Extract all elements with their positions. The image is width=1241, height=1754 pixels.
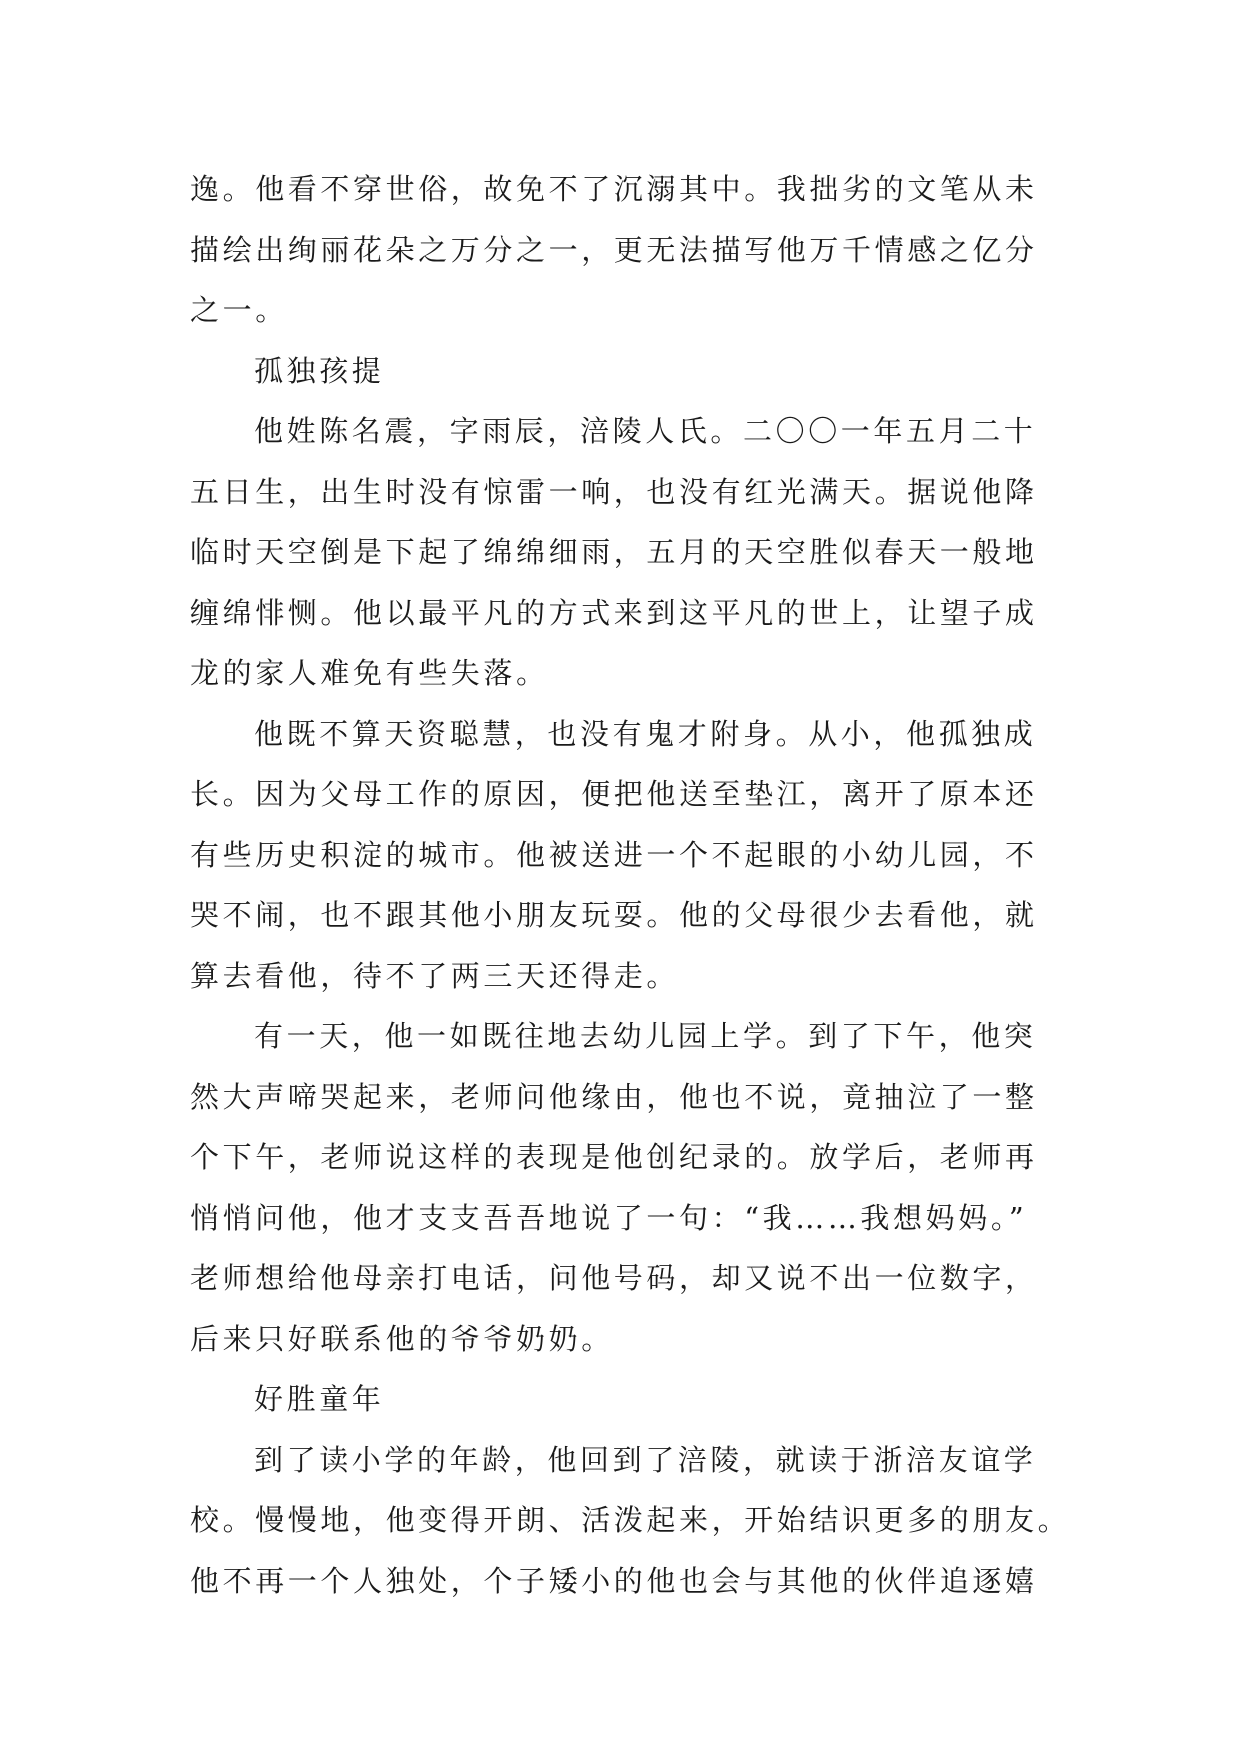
text-line: 老师想给他母亲打电话，问他号码，却又说不出一位数字， (190, 1261, 1038, 1295)
text-line: 逸。他看不穿世俗，故免不了沉溺其中。我拙劣的文笔从未 (190, 172, 1038, 206)
text-line: 描绘出绚丽花朵之万分之一，更无法描写他万千情感之亿分 (190, 232, 1038, 267)
text-line: 后来只好联系他的爷爷奶奶。 (190, 1321, 614, 1356)
text-line: 校。慢慢地，他变得开朗、活泼起来，开始结识更多的朋友。 (190, 1503, 1071, 1537)
text-line: 有些历史积淀的城市。他被送进一个不起眼的小幼儿园，不 (190, 837, 1038, 872)
body-text (190, 159, 1071, 1611)
text-line: 龙的家人难免有些失落。 (190, 656, 549, 690)
text-line: 他既不算天资聪慧，也没有鬼才附身。从小，他孤独成 (254, 716, 1037, 751)
text-line: 五日生，出生时没有惊雷一响，也没有红光满天。据说他降 (190, 474, 1038, 509)
text-line: 算去看他，待不了两三天还得走。 (190, 958, 680, 993)
text-line: 他姓陈名震，字雨辰，涪陵人氏。二〇〇一年五月二十 (254, 414, 1037, 448)
text-line: 他不再一个人独处，个子矮小的他也会与其他的伙伴追逐嬉 (190, 1563, 1038, 1598)
text-line: 长。因为父母工作的原因，便把他送至垫江，离开了原本还 (190, 777, 1038, 811)
text-line: 个下午，老师说这样的表现是他创纪录的。放学后，老师再 (190, 1140, 1038, 1174)
text-line: 临时天空倒是下起了绵绵细雨，五月的天空胜似春天一般地 (190, 535, 1038, 569)
text-line: 缠绵悱恻。他以最平凡的方式来到这平凡的世上，让望子成 (190, 595, 1038, 630)
text-line: 有一天，他一如既往地去幼儿园上学。到了下午，他突 (254, 1019, 1037, 1053)
section-heading: 好胜童年 (254, 1382, 385, 1416)
text-line: 哭不闹，也不跟其他小朋友玩耍。他的父母很少去看他，就 (190, 898, 1038, 932)
text-line: 到了读小学的年龄，他回到了涪陵，就读于浙涪友谊学 (254, 1442, 1037, 1477)
text-line: 之一。 (190, 293, 288, 327)
text-line: 然大声啼哭起来，老师问他缘由，他也不说，竟抽泣了一整 (190, 1079, 1038, 1114)
section-heading: 孤独孩提 (254, 353, 385, 388)
text-line: 悄悄问他，他才支支吾吾地说了一句：“我……我想妈妈。” (190, 1200, 1028, 1235)
